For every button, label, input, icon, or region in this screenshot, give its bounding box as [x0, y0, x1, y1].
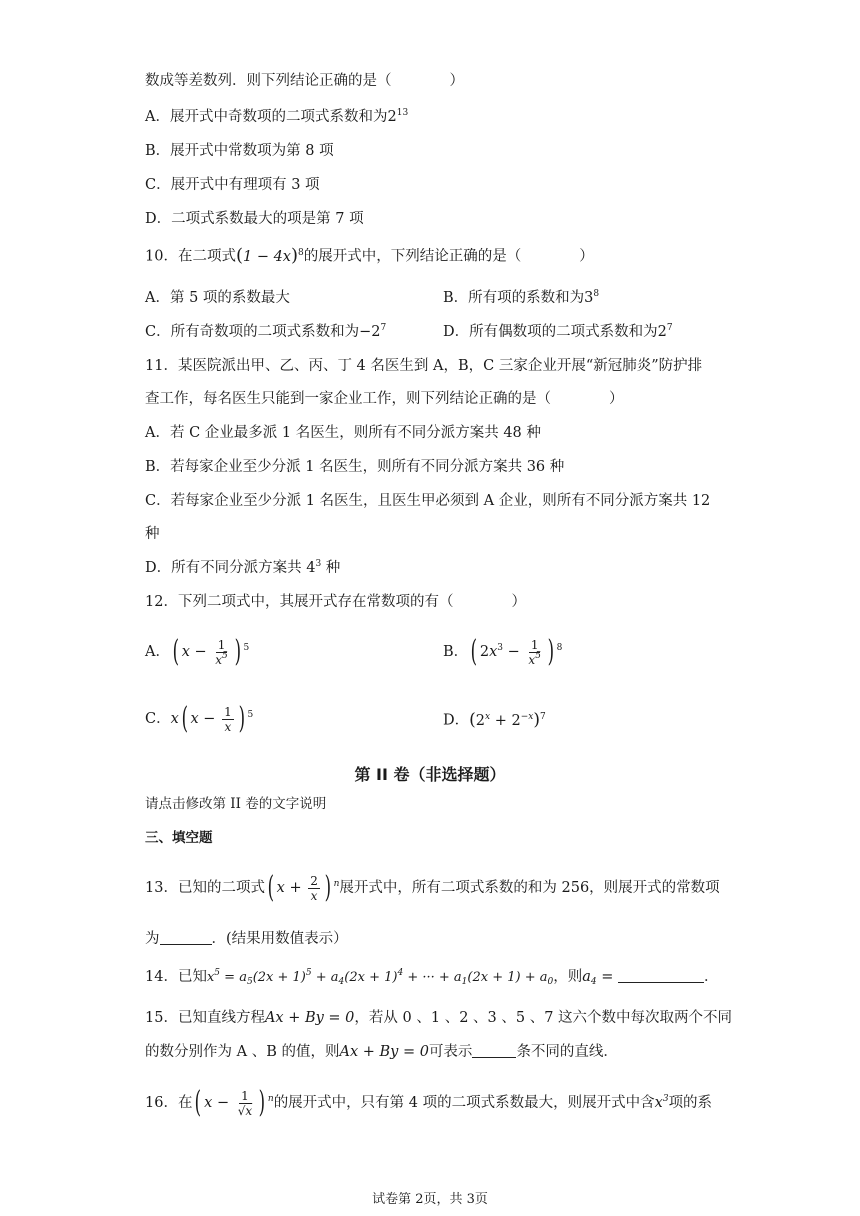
q15-l2-mid: 可表示 — [428, 1044, 473, 1060]
q14-answer-blank[interactable] — [618, 968, 704, 983]
q14-a4: a — [582, 969, 591, 985]
q12-option-a — [145, 634, 250, 669]
q10-b-exp: 8 — [593, 289, 600, 299]
q14-pre: 14．已知 — [145, 969, 207, 985]
q12-stem: 12．下列二项式中，其展开式存在常数项的有（ ） — [145, 594, 526, 610]
q15-l2-pre: 的数分别作为 A 、B 的值，则 — [145, 1044, 340, 1060]
q10-expression: $(1 - 4x)^8$ — [235, 245, 304, 266]
q14-post: ，则 — [553, 969, 583, 985]
q10-post: 的展开式中，下列结论正确的是（ ） — [303, 248, 594, 265]
q10-option-d — [443, 322, 673, 342]
q10-expr-exp: 8 — [298, 248, 304, 258]
page-footer: 试卷第 2页，共 3页 — [372, 1192, 488, 1207]
q13-l2-post: ．(结果用数值表示） — [211, 931, 348, 947]
q10-c-exp: 7 — [380, 323, 387, 333]
q15-l1-pre: 15．已知直线方程 — [145, 1010, 265, 1026]
q12-b-label: B． — [443, 644, 469, 660]
q11-stem-line2: 查工作，每名医生只能到一家企业工作，则下列结论正确的是（ ） — [145, 391, 624, 407]
q11-stem-line1: 11．某医院派出甲、乙、丙、丁 4 名医生到 A，B，C 三家企业开展“新冠肺炎”防护排 — [145, 358, 703, 374]
q13-expression: ( x + $\frac{2}{x}$ ) $^n$ — [267, 870, 340, 905]
q9-option-a-text: A．展开式中奇数项的二项式系数和为 — [145, 109, 388, 125]
q10-b-text: B．所有项的系数和为 — [443, 290, 585, 306]
q16-expression: ( x − $\frac{1}{√x}$ ) $^n$ — [195, 1085, 274, 1120]
q10-expr-inner: 1 − 4x — [242, 249, 291, 265]
q13-answer-blank[interactable] — [160, 930, 212, 945]
q15-l1-post: ，若从 0 、1 、2 、3 、5 、7 这六个数中每次取两个不同 — [354, 1010, 733, 1026]
q9-a-base: 2 — [387, 109, 397, 125]
section-note[interactable]: 请点击修改第 II 卷的文字说明 — [145, 796, 327, 812]
q12-d-expression: $(2^x + 2^{-x})^7$ — [469, 710, 546, 730]
q10-pre: 10．在二项式 — [145, 248, 236, 265]
q13-exp: n — [333, 879, 340, 889]
q10-stem — [145, 246, 594, 267]
q16-post2: 项的系 — [668, 1095, 713, 1111]
q12-option-c — [145, 701, 254, 736]
q15-stem-line2 — [145, 1042, 618, 1062]
q12-d-exp: 7 — [539, 712, 546, 722]
q11-option-d — [145, 558, 340, 578]
q11-d-post: 种 — [321, 560, 341, 576]
q12-b-exp: 8 — [556, 643, 563, 653]
q15-answer-blank[interactable] — [472, 1043, 516, 1058]
q10-d-exp: 7 — [666, 323, 673, 333]
q11-d-exp: 3 — [315, 559, 322, 569]
q12-b-expression: ( $2x^3$ − $\frac{1}{x^5}$ ) $^8$ — [470, 634, 563, 669]
q11-option-c-line2: 种 — [145, 526, 160, 542]
q10-option-b — [443, 288, 599, 308]
q10-c-base: −2 — [359, 324, 381, 340]
q9-option-c: C．展开式中有理项有 3 项 — [145, 177, 320, 193]
q11-option-a: A．若 C 企业最多派 1 名医生，则所有不同分派方案共 48 种 — [145, 425, 541, 441]
q13-stem-line2 — [145, 929, 348, 949]
q9-option-d: D．二项式系数最大的项是第 7 项 — [145, 211, 364, 227]
q12-a-expression: ( x − $\frac{1}{x^5}$ ) $^5$ — [172, 634, 250, 669]
q10-b-base: 3 — [584, 290, 594, 306]
q13-l2-pre: 为 — [145, 931, 160, 947]
q12-d-label: D． — [443, 712, 470, 729]
q12-a-exp: 5 — [243, 643, 250, 653]
q11-option-b: B．若每家企业至少分派 1 名医生，则所有不同分派方案共 36 种 — [145, 459, 565, 475]
q12-c-exp: 5 — [247, 710, 254, 720]
q13-pre: 13．已知的二项式 — [145, 880, 265, 896]
section-title: 第 II 卷（非选择题） — [354, 765, 506, 784]
q14-tail: ． — [703, 969, 719, 985]
q12-c-expression: x( x − $\frac{1}{x}$ ) $^5$ — [170, 701, 254, 736]
q10-d-base: 2 — [657, 324, 667, 340]
q13-stem-line1 — [145, 872, 720, 904]
q14-stem: 14．已知$x^5 = a_5(2x + 1)^5 + a_4(2x + 1)^4$ + ··· + $a_1(2x + 1) + a_0$，则$a_4$ = ． — [145, 968, 719, 987]
q9-option-a — [145, 107, 408, 127]
q15-equation: Ax + By = 0 — [264, 1010, 355, 1026]
q11-option-c-line1: C．若每家企业至少分派 1 名医生，且医生甲必须到 A 企业，则所有不同分派方案共 12 — [145, 493, 711, 509]
q10-option-c — [145, 322, 386, 342]
q15-l2-post: 条不同的直线． — [516, 1044, 618, 1060]
q15-equation-2: Ax + By = 0 — [339, 1044, 429, 1060]
q10-d-text: D．所有偶数项的二项式系数和为 — [443, 324, 658, 340]
q10-option-a: A．第 5 项的系数最大 — [145, 290, 290, 306]
q16-exp: n — [267, 1094, 274, 1104]
q11-d-pre: D．所有不同分派方案共 — [145, 560, 307, 576]
q13-post: 展开式中，所有二项式系数的和为 256，则展开式的常数项 — [339, 880, 720, 896]
q16-post: 的展开式中，只有第 4 项的二项式系数最大，则展开式中含 — [273, 1095, 655, 1111]
q12-a-label: A． — [145, 644, 170, 660]
q9-a-exp: 13 — [396, 108, 409, 118]
q15-stem-line1 — [145, 1008, 732, 1028]
q16-stem: 16．在( x − $\frac{1}{√x}$ ) $^n$的展开式中，只有第 4 项的二项式系数最大，则展开式中含$x^3$项的系 — [145, 1085, 713, 1120]
q12-c-label: C． — [145, 711, 171, 727]
q9-option-b: B．展开式中常数项为第 8 项 — [145, 143, 334, 159]
q16-pre: 16．在 — [145, 1095, 193, 1111]
q12-option-b — [443, 634, 563, 669]
q11-d-base: 4 — [306, 560, 316, 576]
q12-option-d — [443, 710, 546, 731]
q10-c-text: C．所有奇数项的二项式系数和为 — [145, 324, 360, 340]
q14-equation: $x^5 = a_5(2x + 1)^5 + a_4(2x + 1)^4$ + ··· + $a_1(2x + 1) + a_0$ — [206, 968, 554, 987]
section-part: 三、填空题 — [145, 830, 213, 846]
q9-continuation: 数成等差数列．则下列结论正确的是（ ） — [145, 73, 464, 89]
